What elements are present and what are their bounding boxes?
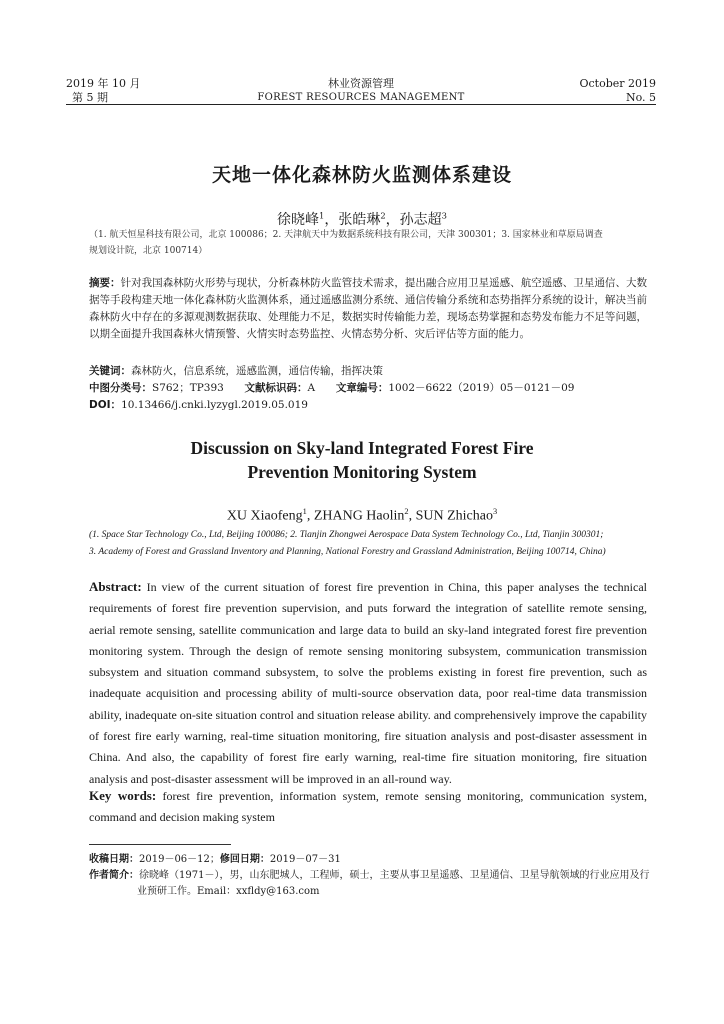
journal-name-en: FOREST RESOURCES MANAGEMENT [257, 92, 465, 103]
author-affil-mark: 2 [380, 210, 386, 221]
bio-text-line2: 业预研工作。Email：xxfldy@163.com [137, 886, 320, 897]
abstract-en-label: Abstract: [89, 579, 142, 594]
affiliations-en-line2: 3. Academy of Forest and Grassland Inventory and Planning, National Forestry and Grassland Administration, Beijing 100714, China) [89, 547, 606, 557]
journal-name-cn: 林业资源管理 [328, 77, 394, 90]
author-bio [89, 868, 659, 883]
doc-code-value: A [307, 382, 316, 394]
affiliations-cn-line1: （1. 航天恒星科技有限公司，北京 100086；2. 天津航天中为数据系统科技有限公司，天津 300301；3. 国家林业和草原局调查 [89, 230, 603, 240]
author-name-en: ZHANG Haolin [313, 508, 405, 524]
abstract-en-text: In view of the current situation of forest fire prevention in China, this paper analyses the technical requirements of forest fire prevention supervision, and puts forward the integration of satellite remote sensing, aerial remote sensing, satellite communication and large data to build an sky-land integrated forest fire prevention monitoring system. Through the design of remote sensing monitoring subsystem, communication transmission subsystem and situation command subsystem, to solve the problems existing in forest fire prevention, such as inadequate acquisition and processing ability of multi-source observation data, poor real-time data transmission ability, inadequate on-site situation control and situation release ability. and comprehensively improve the capability of forest fire early warning, real-time situation monitoring, fire situation analysis and post-disaster assessment in China. And also, the capability of forest fire early warning, real-time fire situation monitoring, fire situation analysis and post-disaster assessment will be improved in an all-round way. [89, 580, 647, 786]
bio-label: 作者简介： [89, 870, 139, 881]
clc-value: S762；TP393 [152, 382, 224, 394]
received-dates: 收稿日期：2019－06－12；修回日期：2019－07－31 [89, 854, 341, 865]
doi-line [89, 397, 649, 413]
article-title-cn: 天地一体化森林防火监测体系建设 [211, 164, 512, 186]
revised-date: 2019－07－31 [269, 854, 341, 865]
author-name: 张皓琳 [338, 212, 381, 228]
received-label: 收稿日期： [89, 854, 139, 865]
author-affil-mark: 3 [493, 507, 498, 516]
abstract-cn-label: 摘要： [89, 277, 121, 289]
author-separator: ， [385, 212, 400, 228]
author-affil-mark: 1 [318, 210, 325, 221]
doi-value: 10.13466/j.cnki.lyzygl.2019.05.019 [121, 399, 308, 411]
affiliations-en-line1: (1. Space Star Technology Co., Ltd, Beijing 100086; 2. Tianjin Zhongwei Aerospace Data System Technology Co., Ltd, Tianjin 300301; [89, 530, 604, 540]
doi-label: DOI： [89, 399, 122, 411]
abstract-cn-text: 针对我国森林防火形势与现状，分析森林防火监管技术需求，提出融合应用卫星遥感、航空遥感、卫星通信、大数据等手段构建天地一体化森林防火监测体系，通过遥感监测分系统、通信传输分系统和态势指挥分系统的设计，解决当前森林防火中存在的多源观测数据获取、处理能力不足，数据实时传输能力差，现场态势掌握和态势发布能力不足等问题，以期全面提升我国森林火情预警、火情实时态势监控、火情态势分析、灾后评估等方面的能力。 [89, 277, 648, 340]
keywords-en-label: Key words: [89, 788, 157, 803]
doc-code-label: 文献标识码： [244, 382, 308, 394]
author-name-en: SUN Zhichao [415, 508, 493, 524]
bio-text-line1: 徐晓峰（1971－），男，山东肥城人，工程师，硕士，主要从事卫星遥感、卫星通信、卫星导航领域的行业应用及行 [139, 870, 650, 881]
author-bio-cont [89, 884, 707, 899]
classification-line [89, 380, 649, 396]
revised-label: 修回日期： [219, 854, 270, 865]
author-affil-mark: 2 [404, 507, 409, 516]
header-date-cn: 2019 年 10 月 [66, 77, 141, 90]
keywords-en [89, 785, 647, 829]
header-date-en: October 2019 [579, 77, 656, 90]
affiliations-cn-line2: 规划设计院，北京 100714） [89, 246, 208, 256]
keywords-cn-text: 森林防火，信息系统，遥感监测，通信传输，指挥决策 [131, 365, 383, 377]
article-title-en [0, 436, 724, 484]
author-separator: ， [324, 212, 339, 228]
author-affil-mark: 3 [441, 210, 448, 221]
header-issue-cn: 第 5 期 [72, 91, 108, 104]
header-divider [66, 104, 656, 105]
clc-label: 中图分类号： [89, 382, 152, 394]
author-name: 孙志超 [399, 212, 442, 228]
abstract-en [89, 576, 647, 790]
author-name: 徐晓峰 [276, 212, 319, 228]
article-title-en-line2: Prevention Monitoring System [247, 462, 477, 482]
author-list-cn [0, 209, 724, 229]
article-no-value: 1002－6622（2019）05－0121－09 [388, 382, 575, 394]
author-separator: , [306, 508, 314, 524]
keywords-cn-label: 关键词： [89, 365, 131, 377]
footnote-divider [89, 844, 231, 845]
keywords-en-text: forest fire prevention, information system, remote sensing monitoring, communication system, command and decision making system [89, 789, 647, 825]
author-name-en: XU Xiaofeng [226, 508, 303, 524]
article-title-en-line1: Discussion on Sky-land Integrated Forest Fire [190, 438, 534, 458]
header-issue-en: No. 5 [625, 91, 656, 104]
article-no-label: 文章编号： [335, 382, 389, 394]
author-affil-mark: 1 [302, 507, 307, 516]
keywords-cn [89, 363, 649, 379]
author-list-en [0, 507, 724, 525]
received-date: 2019－06－12 [139, 854, 210, 865]
abstract-cn [89, 275, 647, 343]
author-separator: , [408, 508, 416, 524]
